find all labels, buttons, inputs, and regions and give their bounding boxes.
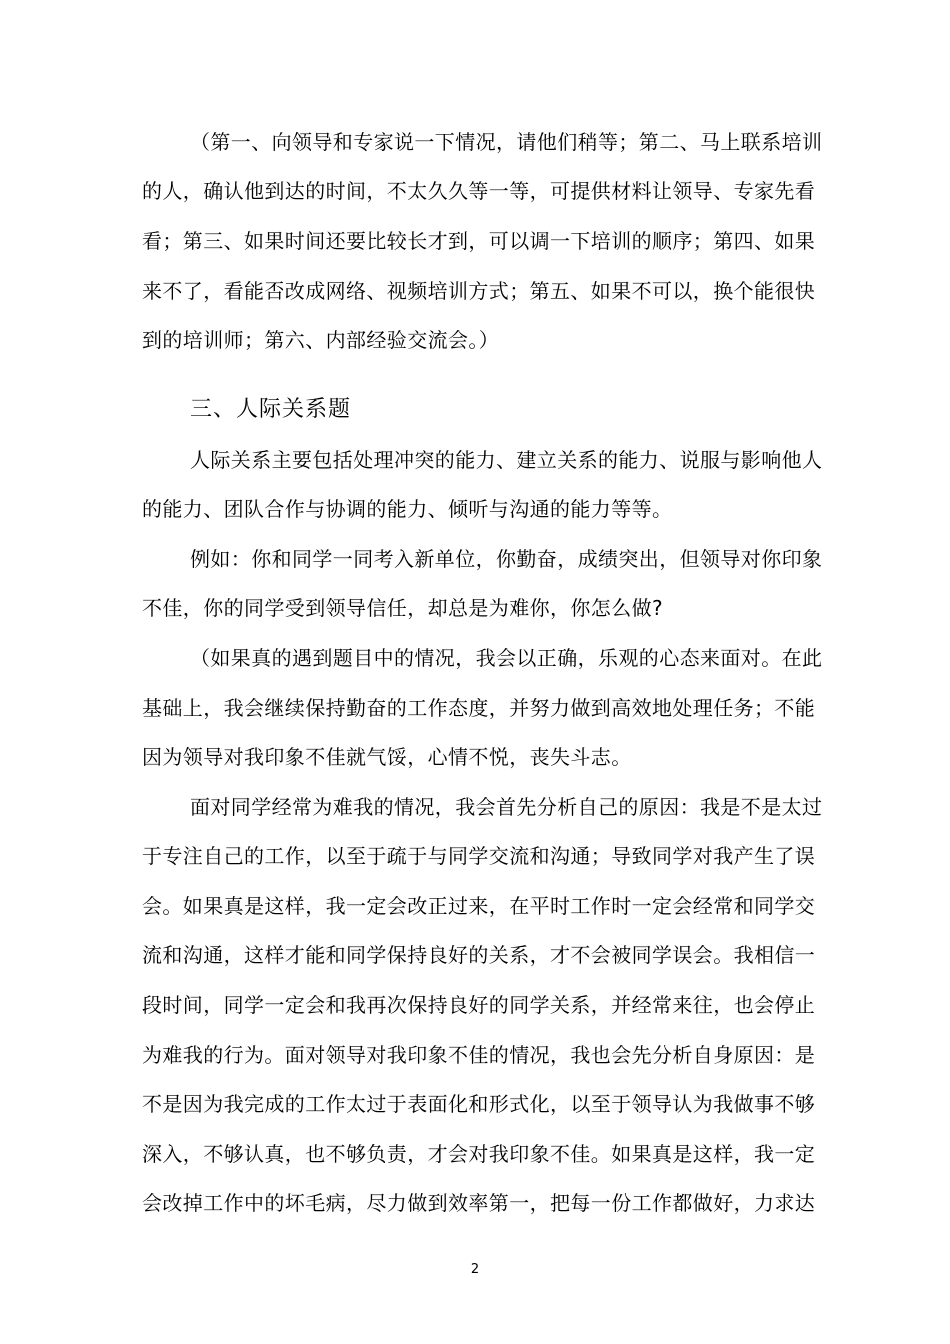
paragraph-5-line-7: 不是因为我完成的工作太过于表面化和形式化，以至于领导认为我做事不够 (142, 1092, 816, 1116)
paragraph-2-line-2: 的能力、团队合作与协调的能力、倾听与沟通的能力等等。 (142, 497, 673, 521)
paragraph-5-line-5: 段时间，同学一定会和我再次保持良好的同学关系，并经常来往，也会停止 (142, 993, 816, 1017)
paragraph-2-line-1: 人际关系主要包括处理冲突的能力、建立关系的能力、说服与影响他人 (190, 448, 823, 472)
paragraph-1-line-1: （第一、向领导和专家说一下情况，请他们稍等；第二、马上联系培训 (190, 130, 823, 154)
section-heading: 三、人际关系题 (190, 397, 352, 422)
paragraph-5-line-2: 于专注自己的工作，以至于疏于与同学交流和沟通；导致同学对我产生了误 (142, 844, 816, 868)
paragraph-3-line-1: 例如：你和同学一同考入新单位，你勤奋，成绩突出，但领导对你印象 (190, 547, 823, 571)
paragraph-1-line-4: 来不了，看能否改成网络、视频培训方式；第五、如果不可以，换个能很快 (142, 279, 816, 303)
paragraph-4-line-2: 基础上，我会继续保持勤奋的工作态度，并努力做到高效地处理任务；不能 (142, 696, 816, 720)
page-number: 2 (470, 1262, 480, 1277)
paragraph-5-line-8: 深入，不够认真，也不够负责，才会对我印象不佳。如果真是这样，我一定 (142, 1142, 816, 1166)
paragraph-3-line-2: 不佳，你的同学受到领导信任，却总是为难你，你怎么做? (142, 596, 664, 620)
paragraph-5-line-4: 流和沟通，这样才能和同学保持良好的关系，才不会被同学误会。我相信一 (142, 943, 816, 967)
paragraph-1-line-2: 的人，确认他到达的时间，不太久久等一等，可提供材料让领导、专家先看 (142, 179, 816, 203)
paragraph-5-line-6: 为难我的行为。面对领导对我印象不佳的情况，我也会先分析自身原因：是 (142, 1043, 816, 1067)
paragraph-1-line-3: 看；第三、如果时间还要比较长才到，可以调一下培训的顺序；第四、如果 (142, 229, 816, 253)
paragraph-4-line-3: 因为领导对我印象不佳就气馁，心情不悦，丧失斗志。 (142, 745, 632, 769)
paragraph-1-line-5: 到的培训师；第六、内部经验交流会。） (142, 328, 500, 352)
paragraph-5-line-3: 会。如果真是这样，我一定会改正过来，在平时工作时一定会经常和同学交 (142, 894, 816, 918)
paragraph-5-line-9: 会改掉工作中的坏毛病，尽力做到效率第一，把每一份工作都做好，力求达 (142, 1191, 816, 1215)
paragraph-4-line-1: （如果真的遇到题目中的情况，我会以正确，乐观的心态来面对。在此 (190, 646, 823, 670)
paragraph-5-line-1: 面对同学经常为难我的情况，我会首先分析自己的原因：我是不是太过 (190, 795, 823, 819)
